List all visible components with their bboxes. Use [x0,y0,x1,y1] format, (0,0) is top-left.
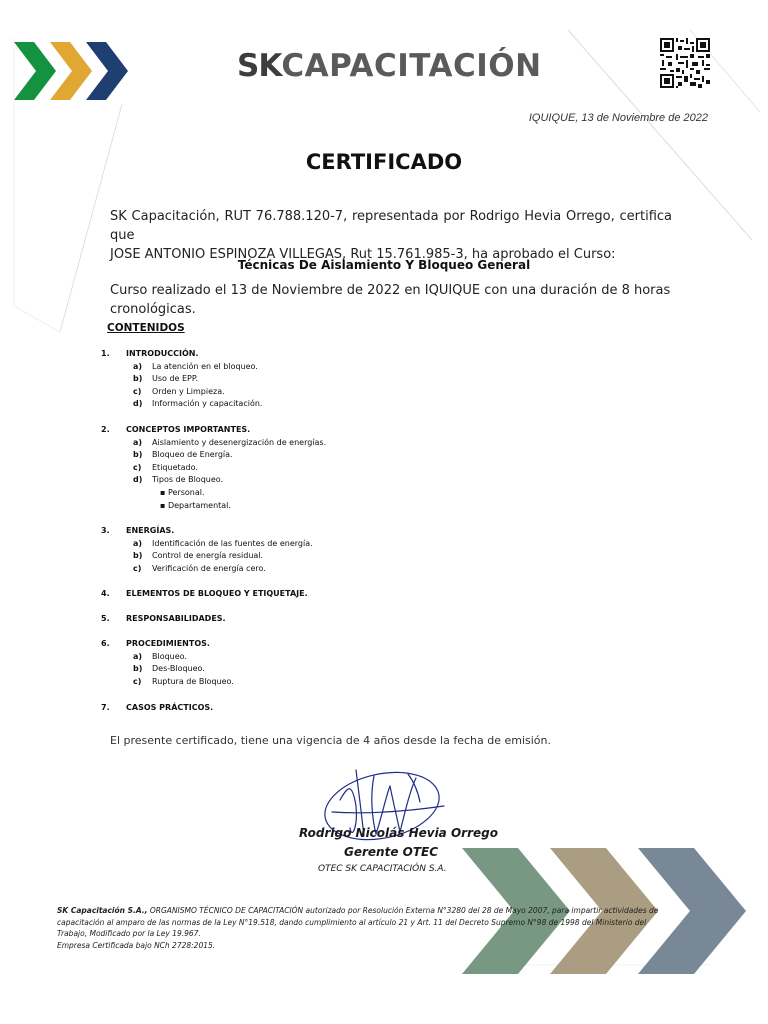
section-number: 7. [101,703,110,712]
section-number: 5. [101,614,110,623]
course-detail [110,281,672,319]
bullet-item: ▪ Departamental. [160,500,231,510]
section-item: d) Tipos de Bloqueo. [133,475,224,485]
section-item: c) Ruptura de Bloqueo. [133,676,234,686]
section-number: 6. [101,639,110,648]
section-item: d) Información y capacitación. [133,399,263,409]
section-item: b) Des-Bloqueo. [133,664,205,674]
contents-section-1 [101,348,262,411]
section-number: 2. [101,425,110,434]
contents-section-7 [101,702,213,715]
footer-line-1: ORGANISMO TÉCNICO DE CAPACITACIÓN autorizado por Resolución Externa N°3280 del 28 de Mayo 2007, para impartir actividades de [147,906,659,915]
section-item: a) Identificación de las fuentes de energía. [133,538,313,548]
section-item: a) La atención en el bloqueo. [133,361,258,371]
signatory-name: Rodrigo Nicolás Hevia Orrego [299,826,498,840]
section-title: ELEMENTOS DE BLOQUEO Y ETIQUETAJE. [126,589,308,598]
logo-prefix: SK [237,48,282,84]
section-item: a) Aislamiento y desenergización de energías. [133,437,327,447]
section-item: c) Verificación de energía cero. [133,563,266,573]
brand-chevrons-icon [14,42,130,100]
footer-legal-notice [57,905,709,951]
contents-section-4 [101,588,308,601]
section-item: b) Bloqueo de Energía. [133,450,233,460]
signatory-organization: OTEC SK CAPACITACIÓN S.A. [318,864,447,874]
contents-section-5 [101,613,226,626]
section-item: a) Bloqueo. [133,651,187,661]
course-detail-line-2: cronológicas. [110,302,196,317]
section-item: c) Etiquetado. [133,462,198,472]
intro-paragraph [110,207,672,264]
section-title: CASOS PRÁCTICOS. [126,703,214,712]
place-date: IQUIQUE, 13 de Noviembre de 2022 [528,112,708,124]
section-item: b) Control de energía residual. [133,551,264,561]
course-detail-line-1: Curso realizado el 13 de Noviembre de 2022 en IQUIQUE con una duración de 8 horas [110,283,671,298]
contents-heading: CONTENIDOS [107,322,185,334]
bullet-icon: ▪ [160,500,168,510]
signatory-role: Gerente OTEC [344,845,439,859]
section-title: CONCEPTOS IMPORTANTES. [126,425,251,434]
section-number: 4. [101,589,110,598]
qr-code-icon [660,38,710,88]
company-logo [237,48,542,84]
course-name: Técnicas De Aislamiento Y Bloqueo General [237,258,531,272]
section-item: b) Uso de EPP. [133,374,199,384]
section-number: 3. [101,526,110,535]
contents-section-2 [101,424,326,512]
footer-company: SK Capacitación S.A., [57,906,148,915]
section-title: ENERGÍAS. [126,526,175,535]
contents-section-6 [101,638,234,688]
section-title: INTRODUCCIÓN. [126,349,199,358]
section-title: PROCEDIMIENTOS. [126,639,210,648]
section-item: c) Orden y Limpieza. [133,386,225,396]
certificate-title: CERTIFICADO [305,150,463,174]
bullet-icon: ▪ [160,487,168,497]
logo-text: CAPACITACIÓN [281,48,542,84]
intro-line-1: SK Capacitación, RUT 76.788.120-7, representada por Rodrigo Hevia Orrego, certifica que [110,209,672,243]
bullet-item: ▪ Personal. [160,487,205,497]
contents-section-3 [101,525,313,575]
validity-note: El presente certificado, tiene una vigencia de 4 años desde la fecha de emisión. [110,734,551,747]
footer-line-3: Trabajo, Modificado por la Ley 19.967. [57,929,201,939]
footer-line-2: capacitación al amparo de las normas de la Ley N°19.518, dando cumplimiento al artículo 21 y Art. 11 del Decreto Supremo N°98 de 1998 del Ministerio del [57,917,647,927]
footer-line-4: Empresa Certificada bajo NCh 2728:2015. [57,940,216,950]
intro-line-2: JOSE ANTONIO ESPINOZA VILLEGAS, Rut 15.761.985-3, ha aprobado el Curso: [110,247,616,262]
section-number: 1. [101,349,110,358]
section-title: RESPONSABILIDADES. [126,614,226,623]
